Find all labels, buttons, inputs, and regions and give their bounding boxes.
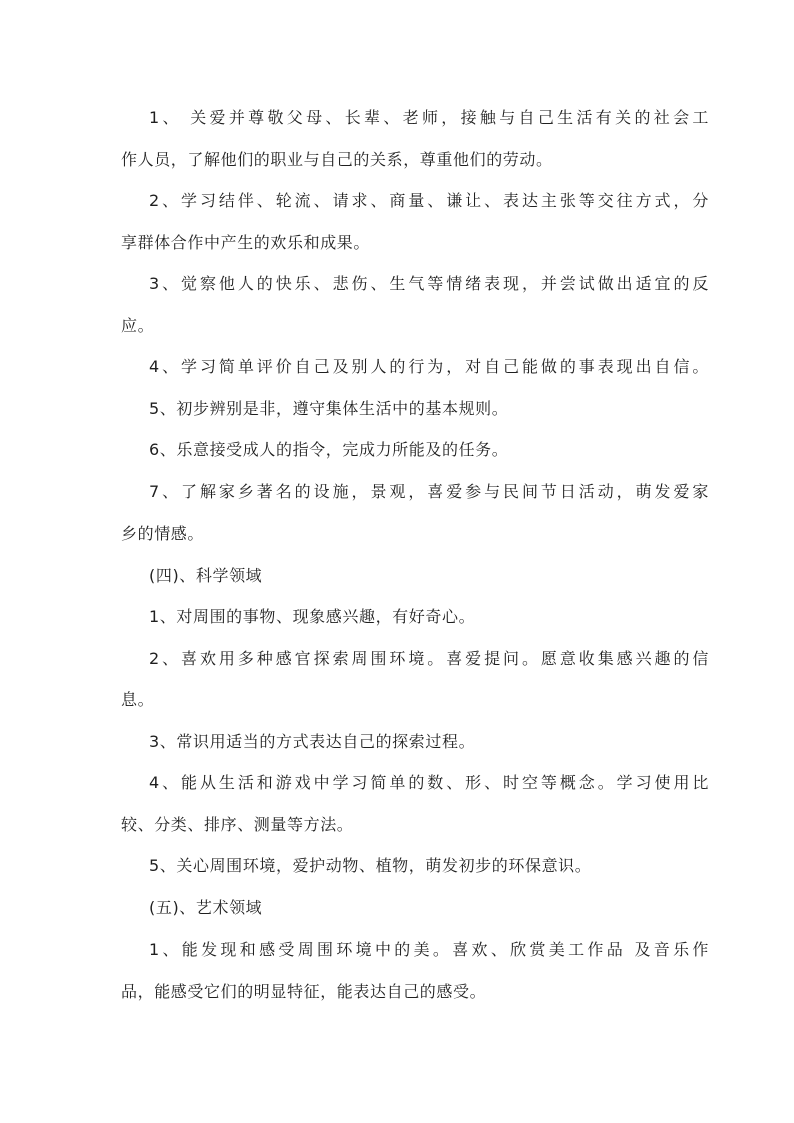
text-line: 3、觉察他人的快乐、悲伤、生气等情绪表现，并尝试做出适宜的反 xyxy=(149,274,709,293)
text-line: 6、乐意接受成人的指令，完成力所能及的任务。 xyxy=(149,440,509,459)
text-line: 较、分类、排序、测量等方法。 xyxy=(121,815,354,834)
text-line: 品，能感受它们的明显特征，能表达自己的感受。 xyxy=(121,982,487,1001)
text-line: 7、了解家乡著名的设施，景观，喜爱参与民间节日活动，萌发爱家 xyxy=(149,482,709,501)
text-line: 4、学习简单评价自己及别人的行为，对自己能做的事表现出自信。 xyxy=(149,357,709,376)
text-line: 应。 xyxy=(121,316,155,335)
text-line: 5、初步辨别是非，遵守集体生活中的基本规则。 xyxy=(149,399,509,418)
text-line: 3、常识用适当的方式表达自己的探索过程。 xyxy=(149,732,476,751)
text-line: 2、喜欢用多种感官探索周围环境。喜爱提问。愿意收集感兴趣的信 xyxy=(149,649,709,668)
text-line: 1、 关爱并尊敬父母、长辈、老师，接触与自己生活有关的社会工 xyxy=(149,108,709,127)
text-line: 1、能发现和感受周围环境中的美。喜欢、欣赏美工作品 及音乐作 xyxy=(149,940,709,959)
text-line: 4、能从生活和游戏中学习简单的数、形、时空等概念。学习使用比 xyxy=(149,773,709,792)
text-line: 作人员，了解他们的职业与自己的关系，尊重他们的劳动。 xyxy=(121,150,553,169)
text-line: 享群体合作中产生的欢乐和成果。 xyxy=(121,233,371,252)
text-line: 5、关心周围环境，爱护动物、植物，萌发初步的环保意识。 xyxy=(149,856,592,875)
text-line: 2、学习结伴、轮流、请求、商量、谦让、表达主张等交往方式，分 xyxy=(149,191,709,210)
text-line: 息。 xyxy=(121,690,155,709)
text-line: 1、对周围的事物、现象感兴趣，有好奇心。 xyxy=(149,607,476,626)
section-heading: (四)、科学领域 xyxy=(149,566,263,585)
text-line: 乡的情感。 xyxy=(121,524,205,543)
section-heading: (五)、艺术领域 xyxy=(149,898,263,917)
